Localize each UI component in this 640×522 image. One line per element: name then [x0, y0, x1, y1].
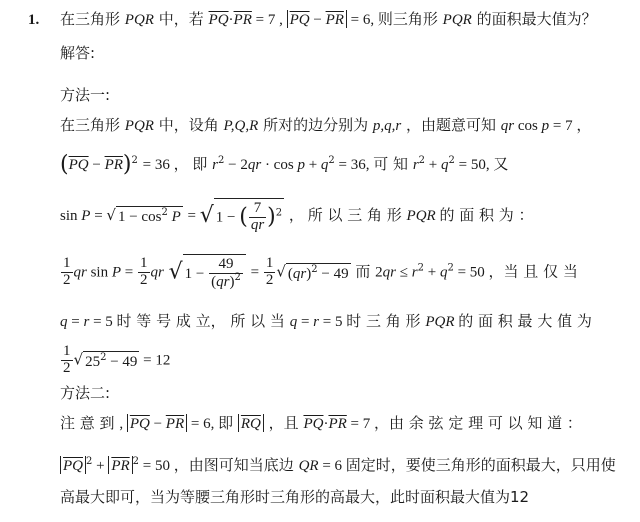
- method2-line-3: 高最大即可，当为等腰三角形时三角形的高最大，此时面积最大值为12: [60, 488, 530, 506]
- question-number: 1.: [28, 12, 40, 28]
- method1-line-2: $(\overline{PQ} - \overline{PR})^2 = 36$ ， 即 $r^2 - 2qr \cdot \cos p + q^2 = 36$, 可 知 $r^2 + q^2 = 50$, 又: [60, 152, 509, 177]
- method1-line-6: $\frac{1}{2}$ √ $25^2 - 49 = 12$: [63, 343, 171, 376]
- method1-line-1: 在三角形 PQR 中，设角 P,Q,R 所对的边分别为 p,q,r ，由题意可知 qr cos p = 7 ，: [60, 116, 592, 134]
- method1-line-5: q = r = 5 时 等 号 成 立， 所 以 当 q = r = 5 时 三 角 形 PQR 的 面 积 最 大 值 为: [60, 312, 592, 330]
- method1-line-3: sin P = √ $1 - \cos^2 P$ = √ 1 − ( $\frac{7}{qr}$ )$^2$ ， 所 以 三 角 形 PQR 的 面 积 为 ：: [60, 200, 534, 233]
- question-line: 在三角形 PQR 中，若 $\overline{PQ}\cdot\overline{PR} = 7$ , $\overline{PQ} - \overline{PR} = 6$, 则三角形 PQR 的面积最大值为？: [60, 10, 597, 28]
- method1-line-4: $\frac{1}{2}$ qr sin P = $\frac{1}{2}$ qr √ 1 − $\frac{49}{(qr)^2}$ = $\frac{1}{2}$ √ (qr)$^2$ − 49 而 $2qr \le r^2 + q^2 = 50$ ，当 且 仅 当: [63, 255, 578, 290]
- method2-title: 方法二:: [60, 384, 111, 402]
- method2-line-2: $\overline{PQ}$ $^2 + \overline{PR}$ $^2$ = 50 ，由图可知当底边 QR = 6 固定时，要使三角形的面积最大，只用使: [60, 458, 616, 474]
- method2-line-1: 注 意 到 , $\overline{PQ} - \overline{PR} = 6$, 即 $\overline{RQ}$ ，且 $\overline{PQ}\cdot\overline{PR} = 7$ ，由 余 弦 定 理 可 以 知 道 ：: [60, 414, 582, 432]
- method1-title: 方法一:: [60, 86, 111, 104]
- answer-label: 解答:: [60, 44, 96, 62]
